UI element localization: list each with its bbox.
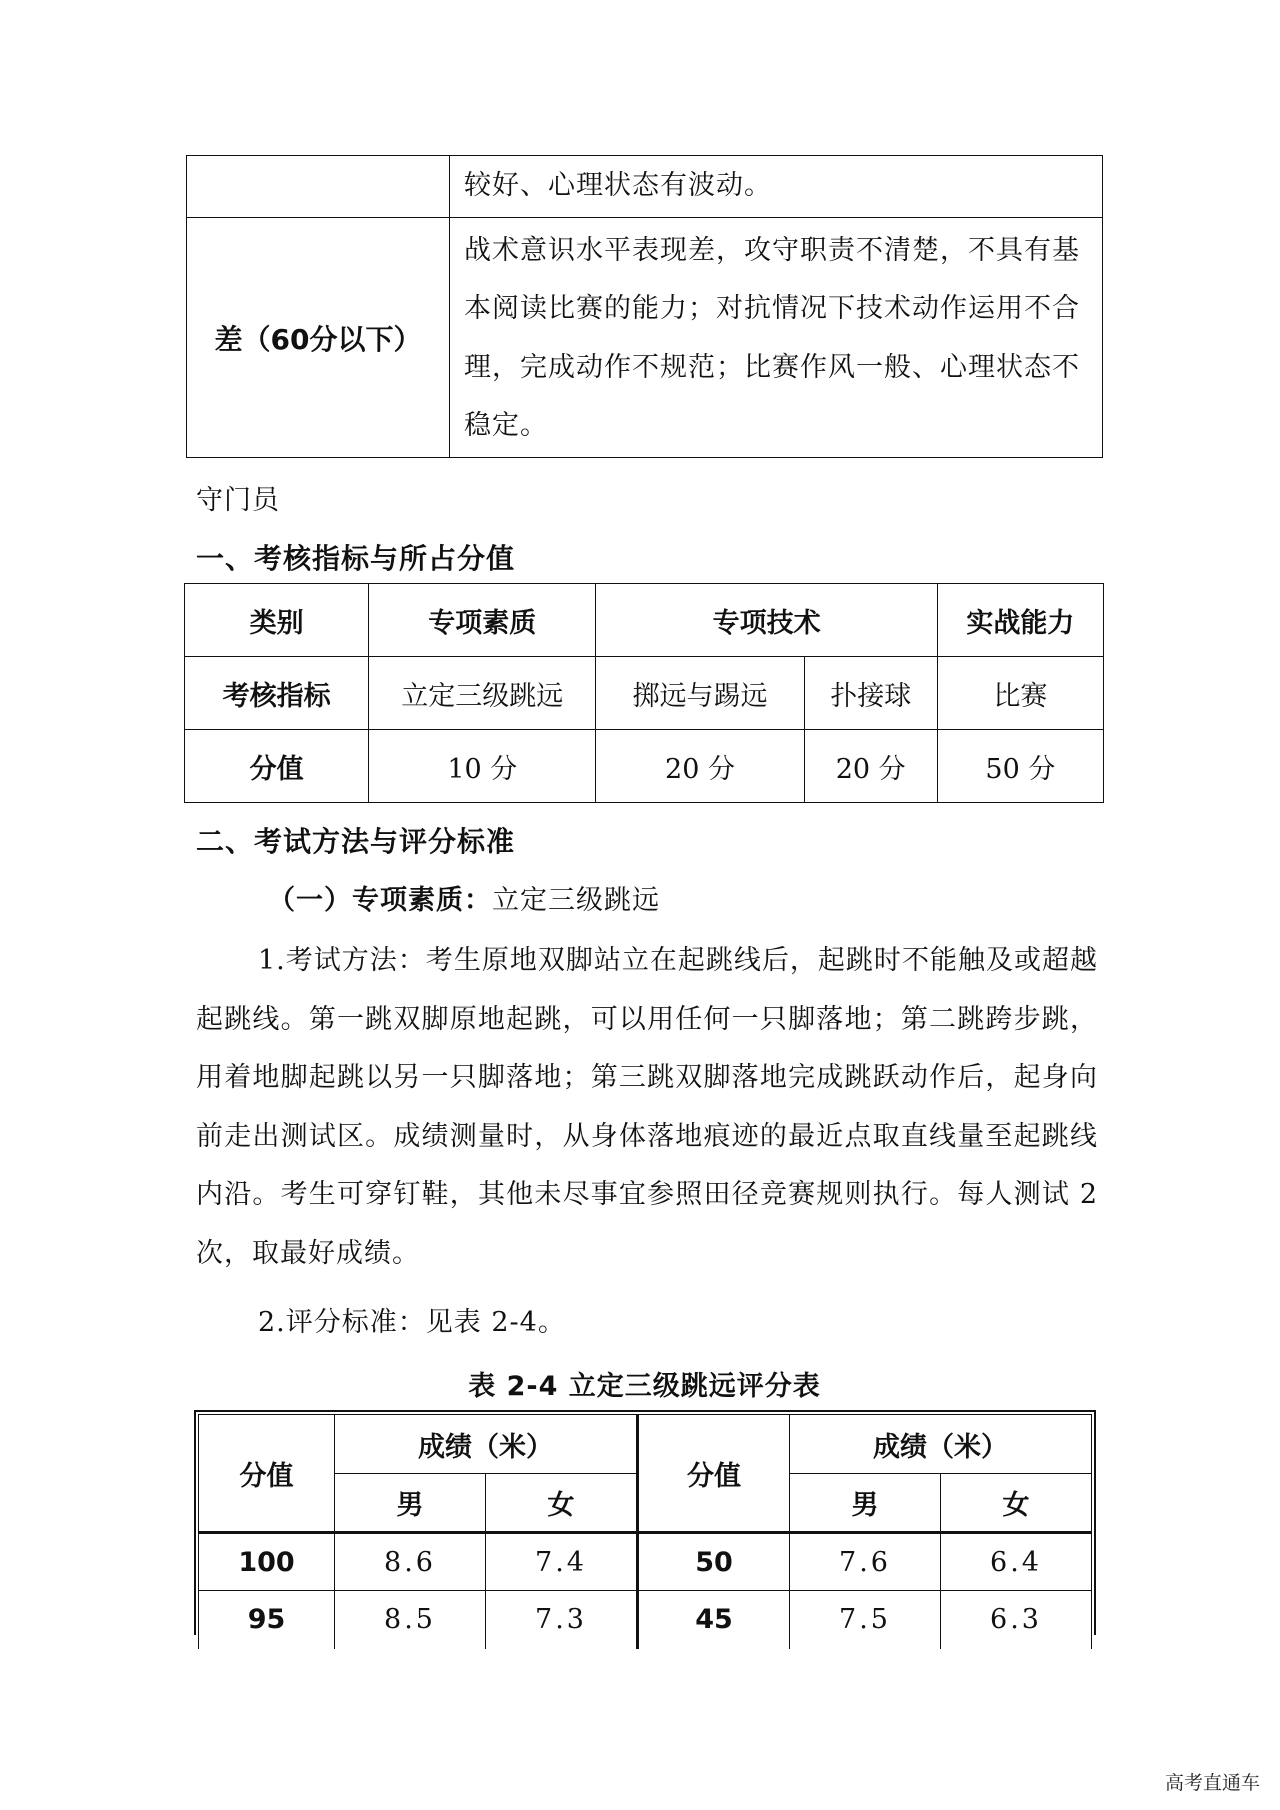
indicator-cell: 立定三级跳远	[369, 657, 596, 730]
score-cell: 20 分	[596, 730, 804, 803]
category-header: 类别	[185, 584, 369, 657]
male-header: 男	[335, 1474, 486, 1533]
criteria-description: 较好、心理状态有波动。	[464, 170, 772, 202]
table-row	[187, 218, 1103, 458]
female-result: 7.3	[486, 1591, 638, 1649]
practical-ability-header: 实战能力	[937, 584, 1103, 657]
table-row	[199, 1533, 1092, 1591]
indicator-cell: 比赛	[937, 657, 1103, 730]
table-row	[185, 657, 1104, 730]
female-result: 6.3	[941, 1591, 1092, 1649]
indicator-cell: 掷远与踢远	[596, 657, 804, 730]
female-header: 女	[941, 1474, 1092, 1533]
indicator-table	[184, 583, 1104, 803]
subsection-heading	[268, 872, 660, 931]
table-row	[199, 1591, 1092, 1649]
score-table	[198, 1414, 1092, 1649]
goalkeeper-heading: 守门员	[196, 485, 280, 516]
scoring-standard-line: 2.评分标准：见表 2-4。	[258, 1307, 566, 1338]
score-value: 100	[199, 1533, 335, 1591]
result-header-left: 成绩（米）	[335, 1415, 638, 1474]
score-value: 95	[199, 1591, 335, 1649]
female-result: 7.4	[486, 1533, 638, 1591]
criteria-description-cell	[450, 218, 1103, 458]
criteria-level-cell	[187, 156, 450, 218]
male-header: 男	[790, 1474, 941, 1533]
criteria-level-cell: 差（60分以下）	[187, 218, 450, 458]
table-row	[187, 156, 1103, 218]
special-technique-header: 专项技术	[596, 584, 937, 657]
indicator-label: 考核指标	[185, 657, 369, 730]
section2-heading: 二、考试方法与评分标准	[196, 825, 516, 858]
result-header-right: 成绩（米）	[790, 1415, 1092, 1474]
score-value: 50	[638, 1533, 790, 1591]
male-result: 8.5	[335, 1591, 486, 1649]
score-header-right: 分值	[638, 1415, 790, 1533]
score-label: 分值	[185, 730, 369, 803]
criteria-table	[186, 155, 1103, 458]
special-quality-header: 专项素质	[369, 584, 596, 657]
score-header-left: 分值	[199, 1415, 335, 1533]
criteria-description: 战术意识水平表现差，攻守职责不清楚，不具有基本阅读比赛的能力；对抗情况下技术动作运用不合理，完成动作不规范；比赛作风一般、心理状态不稳定。	[464, 234, 1080, 441]
female-header: 女	[486, 1474, 638, 1533]
female-result: 6.4	[941, 1533, 1092, 1591]
section1-heading: 一、考核指标与所占分值	[196, 542, 516, 575]
score-value: 45	[638, 1591, 790, 1649]
subsection-heading-normal: 立定三级跳远	[492, 885, 660, 916]
male-result: 7.6	[790, 1533, 941, 1591]
male-result: 7.5	[790, 1591, 941, 1649]
male-result: 8.6	[335, 1533, 486, 1591]
table-row	[185, 584, 1104, 657]
subsection-heading-bold: （一）专项素质：	[268, 885, 492, 916]
score-cell: 10 分	[369, 730, 596, 803]
table-row	[185, 730, 1104, 803]
criteria-description-cell	[450, 156, 1103, 218]
indicator-cell: 扑接球	[804, 657, 937, 730]
table-caption: 表 2-4 立定三级跳远评分表	[468, 1371, 821, 1402]
score-cell: 20 分	[804, 730, 937, 803]
score-cell: 50 分	[937, 730, 1103, 803]
method-paragraph: 1.考试方法：考生原地双脚站立在起跳线后，起跳时不能触及或超越起跳线。第一跳双脚原地起跳，可以用任何一只脚落地；第二跳跨步跳，用着地脚起跳以另一只脚落地；第三跳双脚落地完成跳跃动作后，起身向前走出测试区。成绩测量时，从身体落地痕迹的最近点取直线量至起跳线内沿。考生可穿钉鞋，其他未尽事宜参照田径竞赛规则执行。每人测试 2 次，取最好成绩。	[196, 945, 1098, 1269]
table-row	[199, 1415, 1092, 1474]
watermark: 高考直通车	[1164, 1772, 1260, 1794]
